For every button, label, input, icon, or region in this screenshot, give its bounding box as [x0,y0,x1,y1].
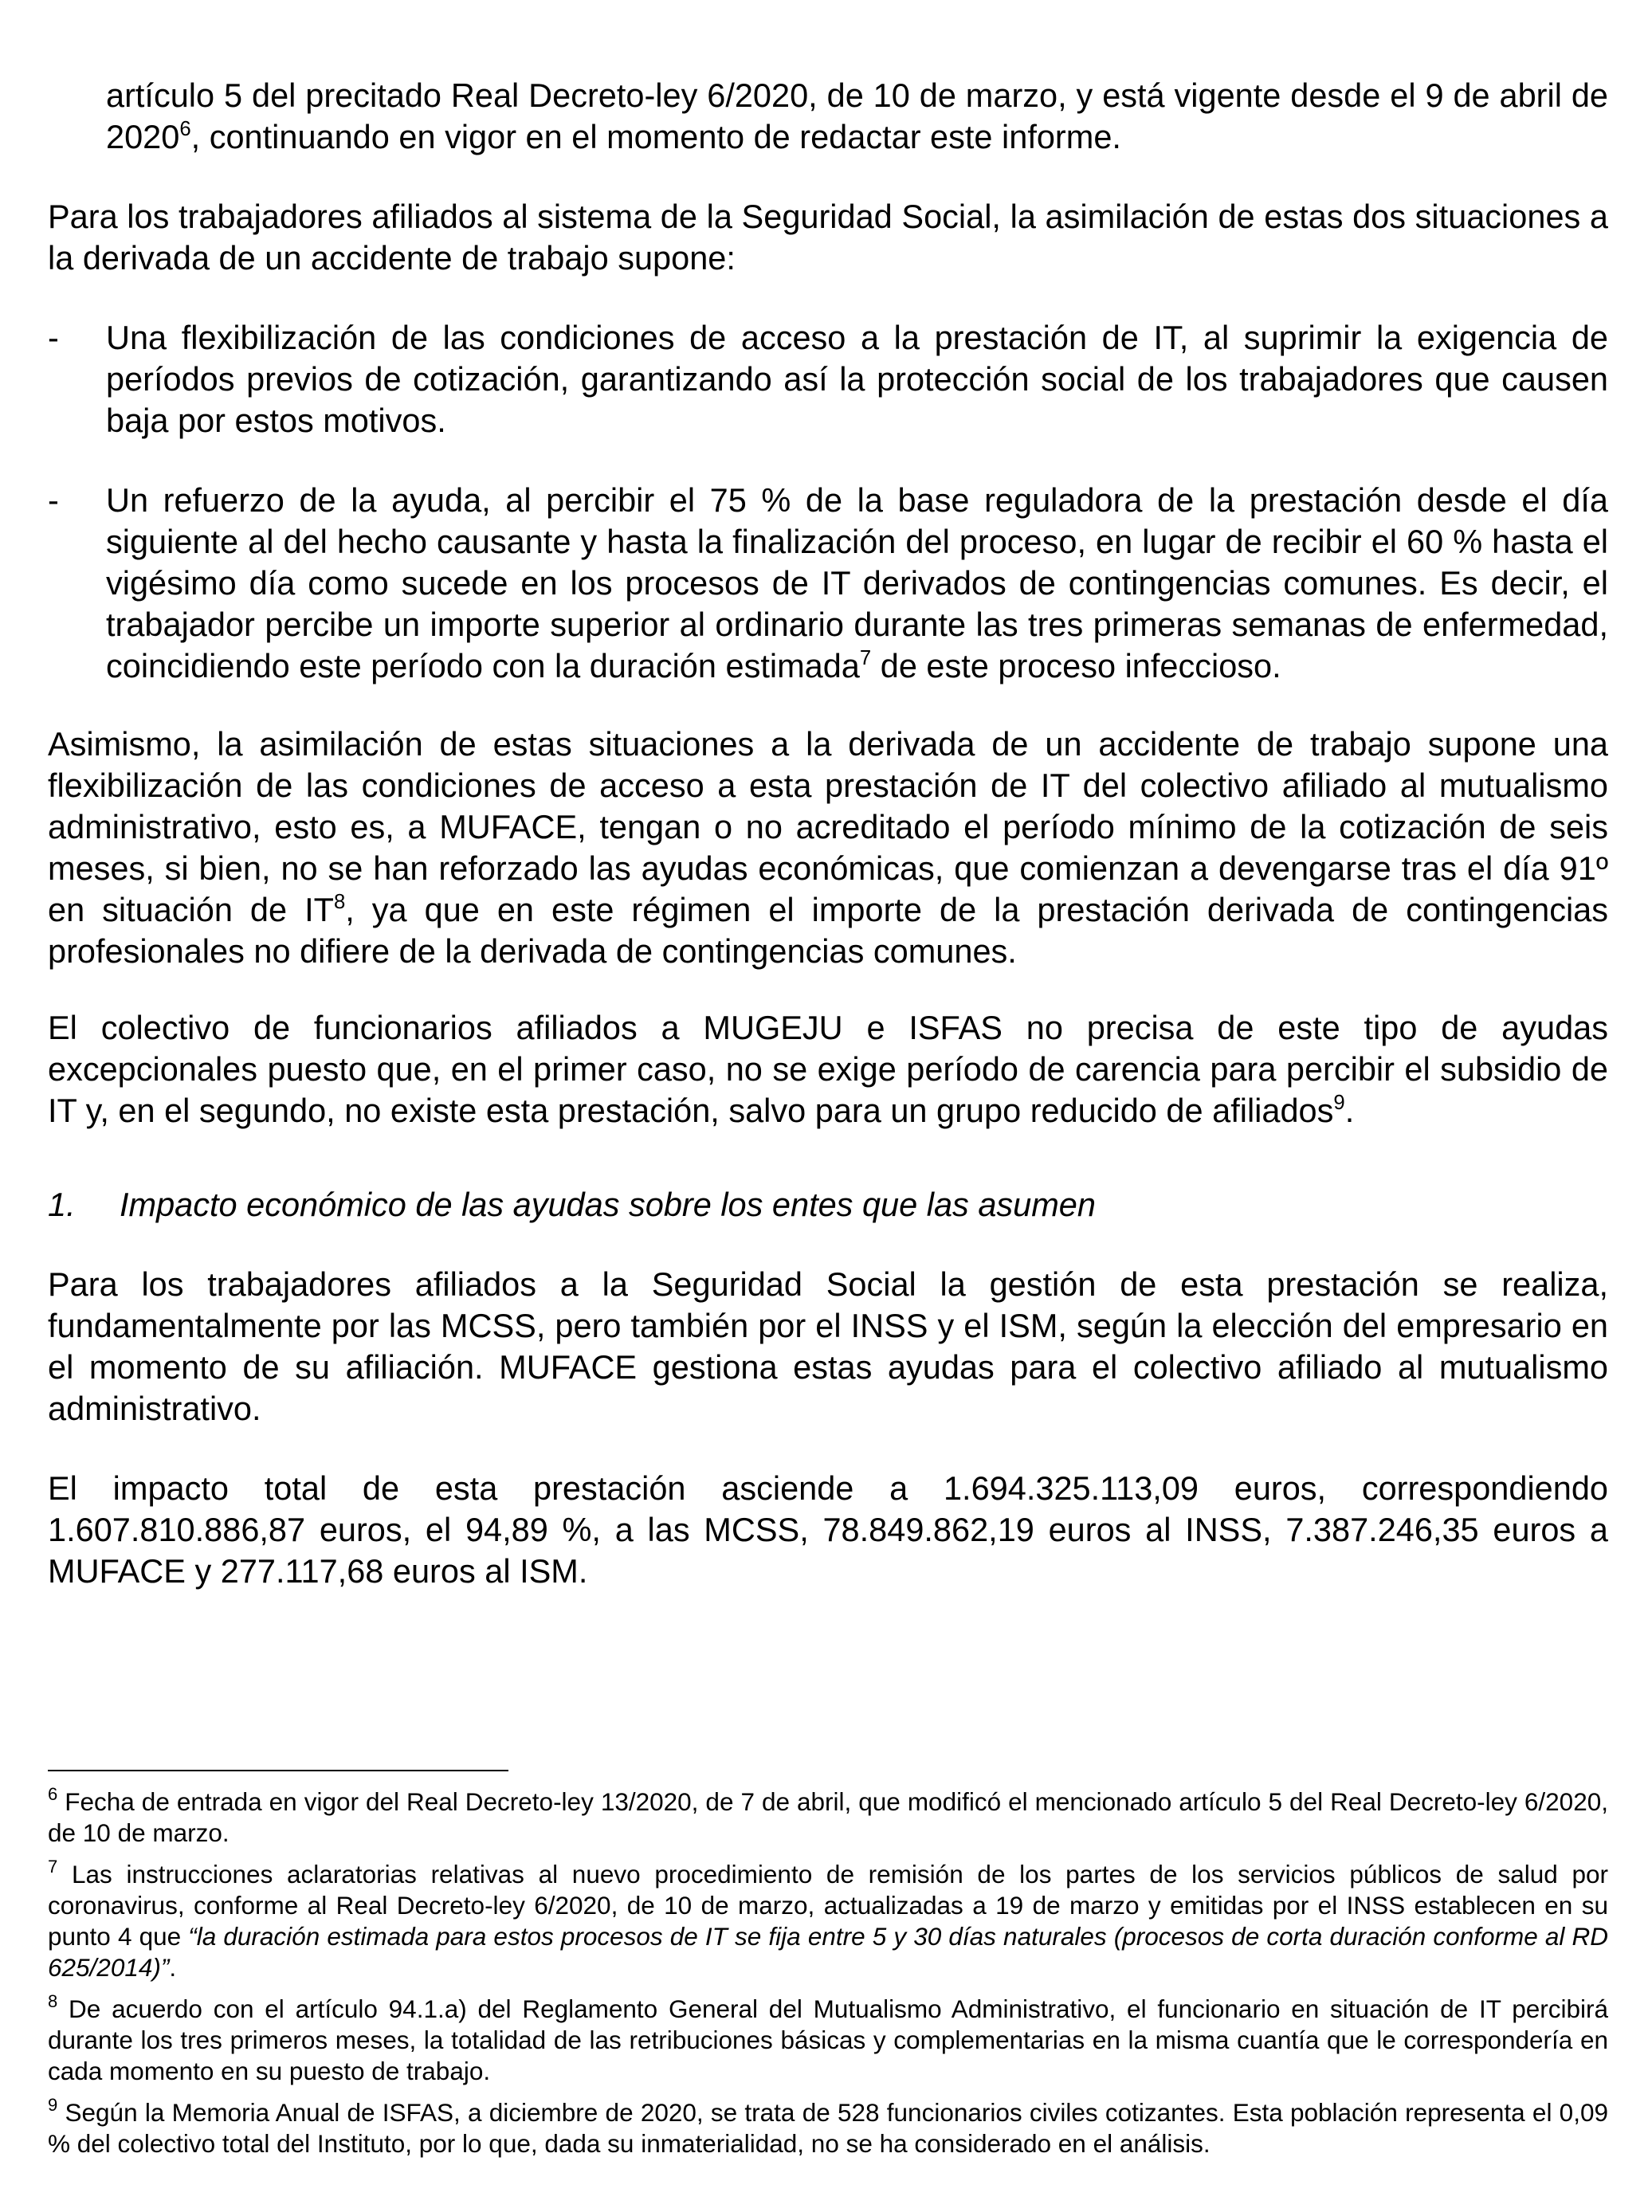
footnote-text: De acuerdo con el artículo 94.1.a) del Reglamento General del Mutualismo Administrativo, el funcionario en situación de IT percibirá durante los tres primeros meses, la totalidad de las retribuciones básicas y complementarias en la misma cuantía que le correspondería en cada momento en su puesto de trabajo. [48,1994,1608,2085]
continuation-text-end: , continuando en vigor en el momento de redactar este informe. [190,118,1121,155]
footnote-number: 7 [48,1856,58,1877]
section-title: Impacto económico de las ayudas sobre los entes que las asumen [120,1186,1096,1223]
paragraph-impacto: El impacto total de esta prestación asciende a 1.694.325.113,09 euros, correspondiendo 1.607.810.886,87 euros, el 94,89 %, a las MCSS, 78.849.862,19 euros al INSS, 7.387.246,35 euros a MUFACE y 277.117,68 euros al ISM. [48,1469,1608,1590]
continuation-paragraph [106,75,1608,158]
paragraph-afiliados: Para los trabajadores afiliados al sistema de la Seguridad Social, la asimilación de estas dos situaciones a la derivada de un accidente de trabajo supone: [48,198,1608,276]
bullet-marker: - [48,319,59,356]
bullet-item-refuerzo [106,480,1608,687]
paragraph-gestion: Para los trabajadores afiliados a la Seguridad Social la gestión de esta prestación se realiza, fundamentalmente por las MCSS, pero también por el INSS y el ISM, según la elección del empresario en el momento de su afiliación. MUFACE gestiona estas ayudas para el colectivo afiliado al mutualismo administrativo. [48,1265,1608,1427]
footnote-number: 9 [48,2094,58,2115]
footnote-text: Fecha de entrada en vigor del Real Decreto-ley 13/2020, de 7 de abril, que modificó el mencionado artículo 5 del Real Decreto-ley 6/2020, de 10 de marzo. [48,1787,1608,1847]
footnote-8 [48,1990,1608,2087]
bullet-text: Un refuerzo de la ayuda, al percibir el 75 % de la base reguladora de la prestación desde el día siguiente al del hecho causante y hasta la finalización del proceso, en lugar de recibir el 60 % hasta el vigésimo día como sucede en los procesos de IT derivados de contingencias comunes. Es decir, el trabajador percibe un importe superior al ordinario durante las tres primeras semanas de enfermedad, coincidiendo este período con la duración estimada [106,481,1608,684]
footnote-9 [48,2094,1608,2159]
footnote-text-end: . [169,1953,177,1982]
paragraph-text-end: . [1344,1092,1355,1129]
footnote-ref-7: 7 [859,647,872,670]
continuation-text: artículo 5 del precitado Real Decreto-ley 6/2020, de 10 de marzo, y está vigente desde el 9 de abril de 2020 [106,76,1608,155]
bullet-item-flexibilizacion: Una flexibilización de las condiciones de acceso a la prestación de IT, al suprimir la exigencia de períodos previos de cotización, garantizando así la protección social de los trabajadores que causen baja por estos motivos. [106,319,1608,439]
bullet-marker: - [48,481,59,519]
section-heading [48,1184,1608,1226]
footnote-6 [48,1783,1608,1849]
footnote-ref-6: 6 [179,118,191,141]
footnote-quote: “la duración estimada para estos procesos de IT se fija entre 5 y 30 días naturales (procesos de corta duración conforme al RD 625/2014)” [48,1922,1608,1982]
footnote-number: 8 [48,1990,58,2011]
paragraph-asimismo [48,724,1608,972]
footnote-text: Según la Memoria Anual de ISFAS, a diciembre de 2020, se trata de 528 funcionarios civiles cotizantes. Esta población representa el 0,09 % del colectivo total del Instituto, por lo que, dada su inmaterialidad, no se ha considerado en el análisis. [48,2098,1608,2158]
paragraph-colectivo [48,1007,1608,1131]
footnote-ref-9: 9 [1333,1092,1345,1115]
footnote-7 [48,1856,1608,1983]
section-number: 1. [48,1186,76,1223]
bullet-text-end: de este proceso infeccioso. [871,647,1281,684]
paragraph-text: Asimismo, la asimilación de estas situaciones a la derivada de un accidente de trabajo supone una flexibilización de las condiciones de acceso a esta prestación de IT del colectivo afiliado al mutualismo administrativo, esto es, a MUFACE, tengan o no acreditado el período mínimo de la cotización de seis meses, si bien, no se han reforzado las ayudas económicas, que comienzan a devengarse tras el día 91º en situación de IT [48,725,1608,928]
paragraph-text-end: , ya que en este régimen el importe de la prestación derivada de contingencias profesionales no difiere de la derivada de contingencias comunes. [48,891,1608,970]
footnote-number: 6 [48,1783,58,1804]
paragraph-text: El colectivo de funcionarios afiliados a MUGEJU e ISFAS no precisa de este tipo de ayudas excepcionales puesto que, en el primer caso, no se exige período de carencia para percibir el subsidio de IT y, en el segundo, no existe esta prestación, salvo para un grupo reducido de afiliados [48,1009,1608,1129]
footnote-ref-8: 8 [333,891,346,914]
footnote-text: Las instrucciones aclaratorias relativas al nuevo procedimiento de remisión de los partes de los servicios públicos de salud por coronavirus, conforme al Real Decreto-ley 6/2020, de 10 de marzo, actualizadas a 19 de marzo y emitidas por el INSS establecen en su punto 4 que [48,1860,1608,1951]
footnote-separator [48,1770,508,1771]
